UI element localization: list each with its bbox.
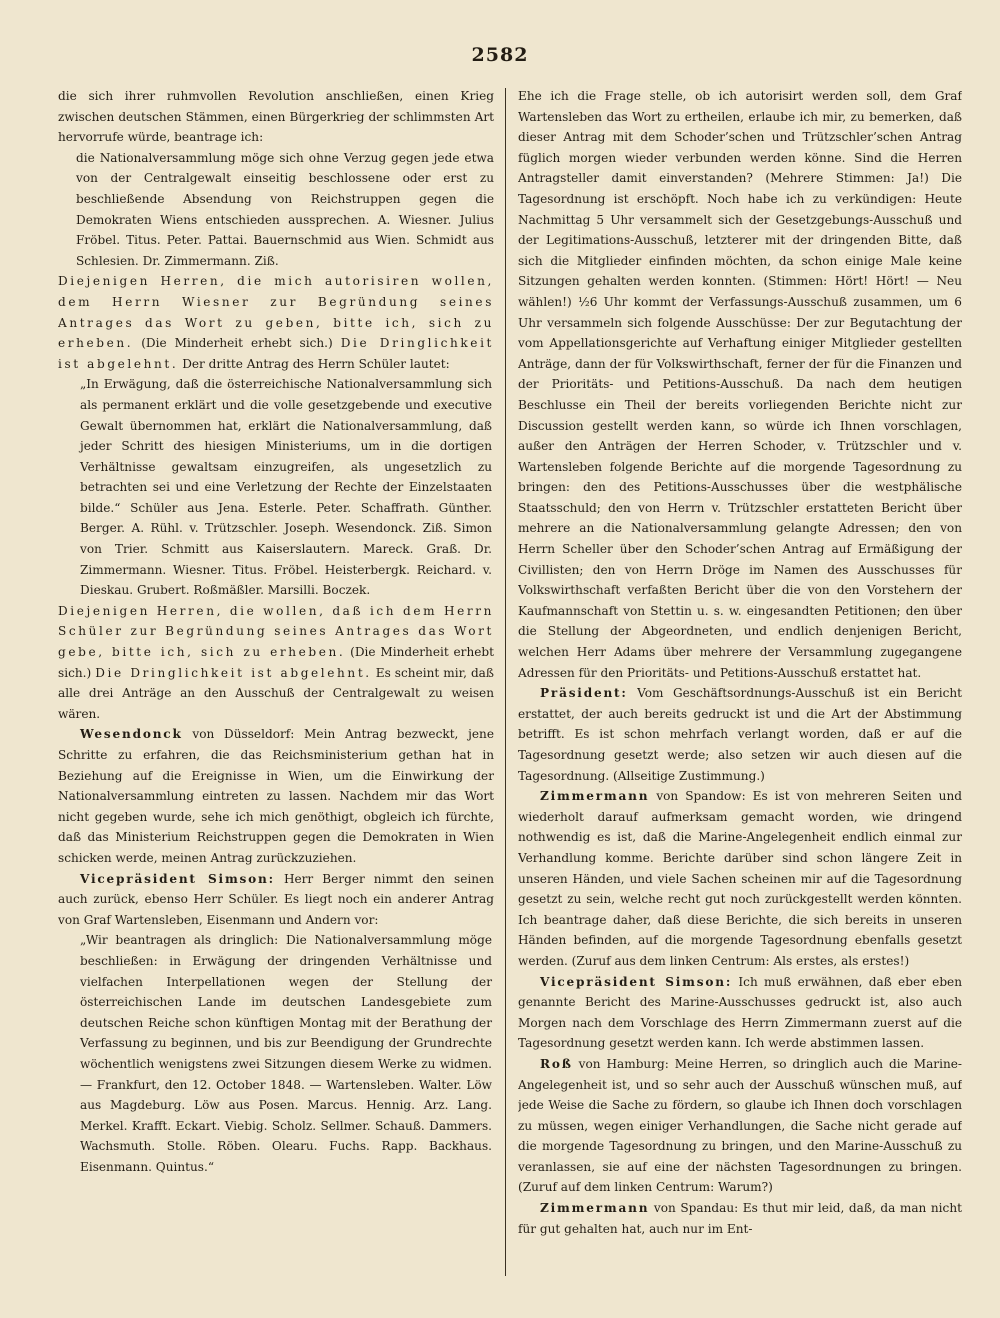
speech-text: Ich muß erwähnen, daß eber eben genannte Bericht des Marine-Ausschusses gedruckt ist, also auch Morgen nach dem Vorschlage des Herrn Zimmermann zuerst auf die Tagesordnung gesetzt werden kann. Ich werde abstimmen lassen. — [518, 974, 962, 1051]
speech — [58, 869, 494, 931]
speech — [518, 1054, 962, 1198]
paragraph: die sich ihrer ruhmvollen Revolution anschließen, einen Krieg zwischen deutschen Stämmen, einen Bürgerkrieg der schlimmsten Art hervorrufe würde, beantrage ich: — [58, 89, 494, 145]
inline-text: (Die Minderheit erhebt sich.) — [141, 336, 333, 351]
speech-text: von Spandow: Es ist von mehreren Seiten und wiederholt darauf aufmerksam gemacht worden, wie dringend nothwendig es ist, daß die Marine-Angelegenheit endlich einmal zur Verhandlung komme. Berichte darüber sind schon längere Zeit in unseren Händen, und viele Sachen scheinen mir auf die Tagesordnung gesetzt zu sein, welche recht gut noch zurückgestellt werden könnten. Ich beantrage daher, daß diese Berichte, die sich bereits in unseren Händen befinden, auf die morgende Tagesordnung ebenfalls gesetzt werden. (Zuruf aus dem linken Centrum: Als erstes, als erstes!) — [518, 789, 962, 968]
speaker-name: Zimmermann — [540, 789, 650, 804]
quoted-motion: „Wir beantragen als dringlich: Die Nationalversammlung möge beschließen: in Erwägung der dringenden Verhältnisse und vielfachen Interpellationen wegen der Stellung der österreichischen Lande im deutschen Landesgebiete zum deutschen Reiche schon künftigen Montag mit der Berathung der Verfassung zu beginnen, und bis zur Beendigung der Grundrechte wöchentlich wenigstens zwei Sitzungen diesem Werke zu widmen. — Frankfurt, den 12. October 1848. — Wartensleben. Walter. Löw aus Magdeburg. Löw aus Posen. Marcus. Hennig. Arz. Lang. Merkel. Krafft. Eckart. Viebig. Scholz. Sellmer. Schauß. Dammers. Wachsmuth. Stolle. Röben. Olearu. Fuchs. Rapp. Backhaus. Eisenmann. Quintus.“ — [80, 933, 492, 1174]
column-divider — [505, 88, 506, 1276]
speech — [518, 786, 962, 971]
speaker-name: Vicepräsident Simson: — [540, 974, 733, 989]
speaker-name: Wesendonck — [80, 727, 183, 742]
left-column — [58, 86, 494, 1177]
spaced-text: Diejenigen Herren, die mich autorisiren wollen, dem Herrn Wiesner zur Begründung seines Antrages das Wort zu geben, bitte ich, sich zu erheben. — [58, 274, 494, 351]
spaced-text: Diejenigen Herren, die wollen, daß ich dem Herrn Schüler zur Begründung seines Antrages das Wort gebe, bitte ich, sich zu erheben. — [58, 603, 494, 660]
inline-text: Der dritte Antrag des Herrn Schüler lautet: — [182, 356, 450, 371]
speech — [58, 724, 494, 868]
spaced-text: Die Dringlichkeit ist abgelehnt. — [95, 665, 372, 680]
speaker-name: Zimmermann — [540, 1201, 650, 1216]
paragraph — [58, 601, 494, 725]
speech — [518, 1198, 962, 1239]
speech-text: Herr Berger nimmt den seinen auch zurück, ebenso Herr Schüler. Es liegt noch ein anderer Antrag von Graf Wartensleben, Eisenmann und Andern vor: — [58, 871, 494, 927]
inline-text: (Die Minderheit erhebt sich.) — [58, 645, 494, 680]
speech — [518, 683, 962, 786]
paragraph — [58, 271, 494, 374]
speech-text: von Düsseldorf: Mein Antrag bezweckt, jene Schritte zu erfahren, die das Reichsministerium gethan hat in Beziehung auf die Ereignisse in Wien, um die Einwirkung der Nationalversammlung eintreten zu lassen. Nachdem mir das Wort nicht gegeben wurde, sehe ich mich genöthigt, obgleich ich fürchte, daß das Ministerium Reichstruppen gegen die Demokraten in Wien schicken werde, meinen Antrag zurückzuziehen. — [58, 727, 494, 865]
motion-text: die Nationalversammlung möge sich ohne Verzug gegen jede etwa von der Centralgewalt einseitig beschlossene oder erst zu beschließende Absendung von Reichstruppen gegen die Demokraten Wiens entschieden aussprechen. A. Wiesner. Julius Fröbel. Titus. Peter. Pattai. Bauernschmid aus Wien. Schmidt aus Schlesien. Dr. Zimmermann. Ziß. — [76, 150, 494, 268]
speech-text: von Hamburg: Meine Herren, so dringlich auch die Marine-Angelegenheit ist, und so sehr auch der Ausschuß wünschen muß, auf jede Weise die Sache zu fördern, so glaube ich Ihnen doch vorschlagen zu müssen, wegen einiger Verhandlungen, die Sache nicht gerade auf die morgende Tagesordnung zu bringen, und den Marine-Ausschuß zu veranlassen, sie auf eine der nächsten Tagesordnungen zu bringen. (Zuruf auf dem linken Centrum: Warum?) — [518, 1056, 962, 1195]
speaker-name: Vicepräsident Simson: — [80, 871, 275, 886]
page-number: 2582 — [471, 44, 529, 66]
speech-text: Vom Geschäftsordnungs-Ausschuß ist ein Bericht erstattet, der auch bereits gedruckt ist und die Art der Abstimmung betrifft. Es ist schon mehrfach verlangt worden, daß er auf die Tagesordnung gesetzt werde; also setzen wir auch diesen auf die Tagesordnung. (Allseitige Zustimmung.) — [518, 686, 962, 783]
speaker-name: Roß — [540, 1056, 573, 1071]
quoted-motion: „In Erwägung, daß die österreichische Nationalversammlung sich als permanent erklärt und die volle gesetzgebende und executive Gewalt übernommen hat, erklärt die Nationalversammlung, daß jeder Schritt des hiesigen Ministeriums, um in die dortigen Verhältnisse gewaltsam einzugreifen, als ungesetzlich zu betrachten sei und eine Verletzung der Rechte der Einzelstaaten bilde.“ Schüler aus Jena. Esterle. Peter. Schaffrath. Günther. Berger. A. Rühl. v. Trützschler. Joseph. Wesendonck. Ziß. Simon von Trier. Schmitt aus Kaiserslautern. Mareck. Graß. Dr. Zimmermann. Wiesner. Titus. Fröbel. Heisterbergk. Reichard. v. Dieskau. Grubert. Roßmäßler. Marsilli. Boczek. — [80, 377, 492, 598]
inline-text: Es scheint mir, daß alle drei Anträge an den Ausschuß der Centralgewalt zu weisen wären. — [58, 665, 494, 721]
paragraph: Ehe ich die Frage stelle, ob ich autorisirt werden soll, dem Graf Wartensleben das Wort zu ertheilen, erlaube ich mir, zu bemerken, daß dieser Antrag mit dem Schoder’schen und Trützschler’schen Antrag füglich morgen wieder verbunden werden könne. Sind die Herren Antragsteller damit einverstanden? (Mehrere Stimmen: Ja!) Die Tagesordnung ist erschöpft. Noch habe ich zu verkündigen: Heute Nachmittag 5 Uhr versammelt sich der Gesetzgebungs-Ausschuß und der Legitimations-Ausschuß, letzterer mit der dringenden Bitte, daß sich die Mitglieder einfinden möchten, da schon einige Male keine Sitzungen gehalten werden konnten. (Stimmen: Hört! Hört! — Neu wählen!) ½6 Uhr kommt der Verfassungs-Ausschuß zusammen, um 6 Uhr versammeln sich folgende Ausschüsse: Der zur Begutachtung der vom Appellationsgerichte auf Verhaftung einiger Mitglieder gestellten Anträge, dann der für Volkswirthschaft, ferner der für die Finanzen und der Prioritäts- und Petitions-Ausschuß. Da nach dem heutigen Beschlusse ein Theil der bereits vorliegenden Berichte nicht zur Discussion gestellt werden kann, so würde ich Ihnen vorschlagen, außer den Anträgen der Herren Schoder, v. Trützschler und v. Wartensleben folgende Berichte auf die morgende Tagesordnung zu bringen: den des Petitions-Ausschusses über die westphälische Staatsschuld; den von Herrn v. Trützschler erstatteten Bericht über mehrere an die Nationalversammlung gelangte Adressen; den von Herrn Scheller über den Schoder’schen Antrag auf Ermäßigung der Civillisten; den von Herrn Dröge im Namen des Ausschusses für Volkswirthschaft verfaßten Bericht über die von den Vorstehern der Kaufmannschaft von Stettin u. s. w. eingesandten Petitionen; den über die Stellung der Abgeordneten, und endlich denjenigen Bericht, welchen Herr Adams über mehrere der Versammlung zugegangene Adressen für den Prioritäts- und Petitions-Ausschuß erstattet hat. — [518, 89, 962, 680]
speaker-name: Präsident: — [540, 686, 628, 701]
speech-text: von Spandau: Es thut mir leid, daß, da man nicht für gut gehalten hat, auch nur im Ent- — [518, 1201, 962, 1236]
spaced-text: Die Dringlichkeit ist abgelehnt. — [58, 336, 494, 371]
right-column — [518, 86, 962, 1239]
speech — [518, 972, 962, 1054]
